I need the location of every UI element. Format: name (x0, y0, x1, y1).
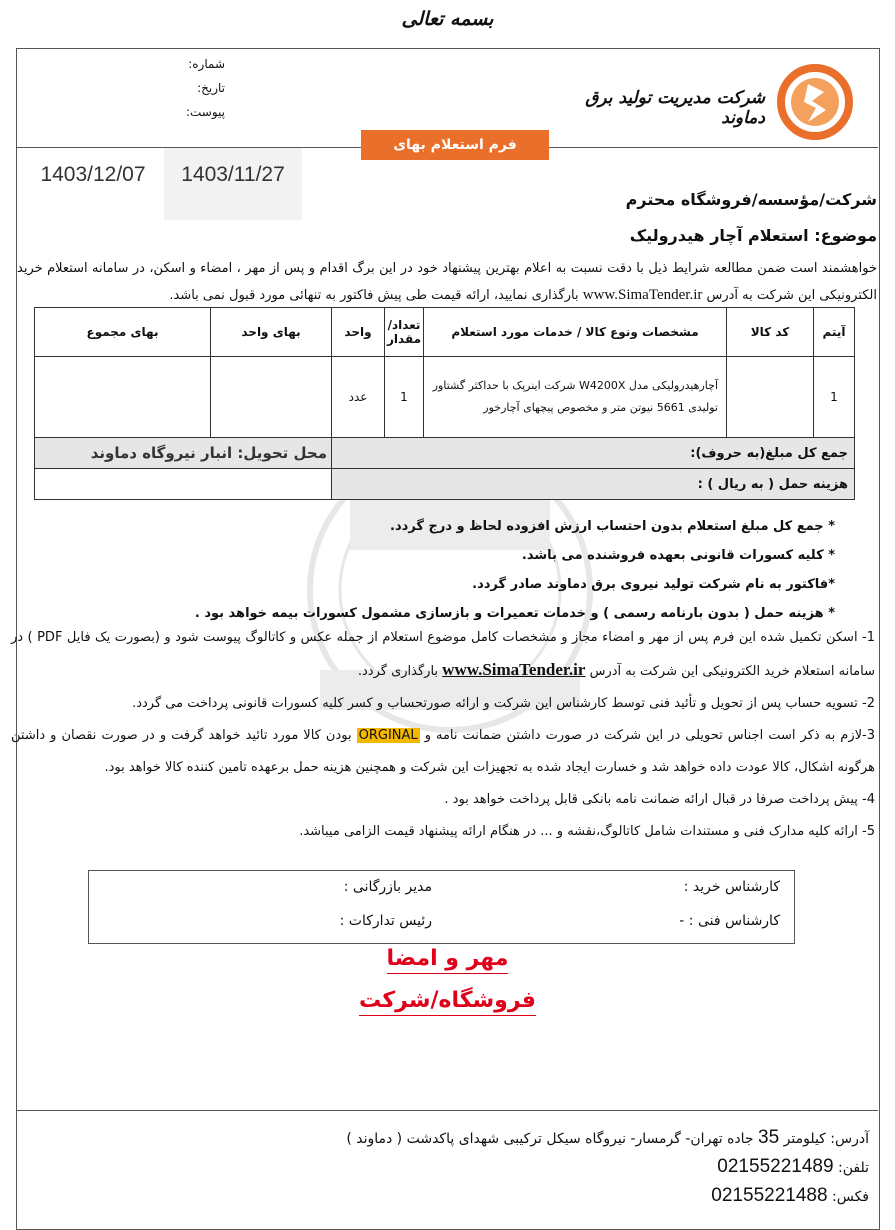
footer-fax (29, 1182, 869, 1211)
stamp-line-1: مهر و امضا (387, 946, 509, 974)
term-item-5: 5- ارائه کلیه مدارک فنی و مستندات شامل کاتالوگ،نقشه و ... در هنگام ارائه پیشنهاد قیمت الزامی میباشد. (299, 824, 875, 839)
footer-contact (29, 1124, 869, 1211)
end-date: 1403/12/07 (40, 163, 146, 186)
note-item: * هزینه حمل ( بدون بارنامه رسمی ) و خدمات تعمیرات و بازسازی مشمول کسورات بیمه خواهد بود . (194, 606, 835, 621)
term-item-4: 4- پیش پرداخت صرفا در قبال ارائه ضمانت نامه بانکی قابل پرداخت خواهد بود . (444, 792, 875, 807)
header-total-price: بهای مجموع (35, 308, 211, 357)
meta-attachment-label: پیوست: (185, 105, 225, 119)
intro-paragraph (17, 256, 877, 309)
intro-text-end: بارگذاری نمایید، ارائه قیمت طی پیش فاکتور به تنهائی مورد قبول نمی باشد. (169, 288, 579, 303)
store-company-label (0, 988, 895, 1013)
note-item: * جمع کل مبلغ استعلام بدون احتساب ارزش افزوده لحاظ و درج گردد. (390, 519, 835, 534)
footer-phone (29, 1153, 869, 1182)
table-row (35, 357, 855, 438)
form-title: فرم استعلام بهای (361, 130, 549, 160)
term-item-1 (11, 622, 875, 688)
addressee: شرکت/مؤسسه/فروشگاه محترم (625, 190, 877, 209)
procurement-head-label: رئیس تدارکات : (339, 913, 432, 929)
cell-spec: آچارهیدرولیکی مدل W4200X شرکت اینرپک با حداکثر گشتاور تولیدی 5661 نیوتن متر و مخصوص پیچهای آچارخور (424, 357, 727, 438)
header-item: آیتم (814, 308, 855, 357)
shipping-cost-label: هزینه حمل ( به ریال ) : (332, 469, 855, 500)
stamp-signature-label (0, 946, 895, 971)
address-km: 35 (758, 1127, 780, 1148)
term-item-2: 2- تسویه حساب پس از تحویل و تأئید فنی توسط کارشناس این شرکت و ارائه صورتحساب و کسر کلیه کسورات قانونی پرداخت می گردد. (132, 696, 875, 711)
footer-address (29, 1124, 869, 1153)
cell-unit-price[interactable] (211, 357, 332, 438)
bismillah-heading: بسمه تعالی (401, 8, 494, 30)
cell-unit: عدد (332, 357, 385, 438)
term-text-end: بارگذاری گردد. (357, 664, 439, 679)
fax-number: 02155221488 (711, 1185, 828, 1206)
intro-text: خواهشمند است ضمن مطالعه شرایط ذیل با دقت نسبت به اعلام بهترین پیشنهاد خود در این برگ اقدام و پس از مهر ، امضاء و اسکن، در سامانه استعلام خرید الکترونیکی این شرکت به آدرس (17, 261, 877, 303)
terms-list (11, 622, 875, 848)
total-amount-label: جمع کل مبلغ(به حروف): (332, 438, 855, 469)
delivery-location: محل تحویل: انبار نیروگاه دماوند (35, 438, 332, 469)
term-text: 3-لازم به ذکر است اجناس تحویلی در این شرکت در صورت داشتن ضمانت نامه و (424, 728, 875, 743)
term-text-end: بودن کالا مورد تائید خواهد گرفت و در صورت نقصان و داشتن هرگونه اشکال، کالا عودت داده خواهد شد و خسارت ایجاد شده به تجهیزات این شرکت و همچنین هزینه حمل برعهده تامین کننده کالا خواهد بود. (11, 728, 875, 775)
cell-code[interactable] (727, 357, 814, 438)
company-name: شرکت مدیریت تولید برق دماوند (585, 88, 765, 128)
start-date: 1403/11/27 (164, 148, 302, 220)
phone-label: تلفن: (838, 1160, 869, 1176)
address-text: جاده تهران- گرمسار- نیروگاه سیکل ترکیبی شهدای پاکدشت ( دماوند ) (346, 1131, 754, 1147)
footer-divider (16, 1110, 878, 1111)
letter-meta (25, 52, 225, 124)
buyer-signature-label: کارشناس خرید : (683, 879, 780, 895)
note-item: *فاکتور به نام شرکت تولید نیروی برق دماوند صادر گردد. (472, 577, 835, 592)
original-highlight: ORGINAL (358, 728, 418, 743)
header-code: کد کالا (727, 308, 814, 357)
header-unit: واحد (332, 308, 385, 357)
subject-line: موضوع: استعلام آچار هیدرولیک (629, 226, 877, 245)
intro-site-link[interactable]: www.SimaTender.ir (582, 287, 703, 303)
items-table (34, 307, 855, 500)
company-logo-icon (772, 64, 858, 140)
table-header-row (35, 308, 855, 357)
shipping-row (35, 469, 855, 500)
stamp-line-2: فروشگاه/شرکت (359, 988, 536, 1016)
note-item: * کلیه کسورات قانونی بعهده فروشنده می باشد. (521, 548, 835, 563)
signature-box (88, 870, 795, 944)
fax-label: فکس: (832, 1189, 869, 1205)
commerce-manager-label: مدیر بازرگانی : (343, 879, 432, 895)
notes-list (15, 512, 835, 628)
header-qty: تعداد/ مقدار (385, 308, 424, 357)
total-row (35, 438, 855, 469)
term-text: 1- اسکن تکمیل شده این فرم پس از مهر و امضاء مجاز و مشخصات کامل موضوع استعلام از جمله عکس و کاتالوگ پیوست شود و (بصورت یک فایل PDF ) در سامانه استعلام خرید الکترونیکی این شرکت به آدرس (11, 630, 875, 679)
phone-number: 02155221489 (717, 1156, 834, 1177)
address-label: آدرس: کیلومتر (783, 1131, 869, 1147)
cell-item: 1 (814, 357, 855, 438)
meta-number-label: شماره: (188, 57, 225, 71)
meta-date-label: تاریخ: (197, 81, 225, 95)
shipping-cost-value[interactable] (35, 469, 332, 500)
technical-signature-label: کارشناس فنی : - (679, 913, 780, 929)
term-item-3 (11, 720, 875, 784)
cell-total-price[interactable] (35, 357, 211, 438)
header-spec: مشخصات ونوع کالا / خدمات مورد استعلام (424, 308, 727, 357)
term-site-link[interactable]: www.SimaTender.ir (442, 660, 586, 679)
header-unit-price: بهای واحد (211, 308, 332, 357)
cell-qty: 1 (385, 357, 424, 438)
